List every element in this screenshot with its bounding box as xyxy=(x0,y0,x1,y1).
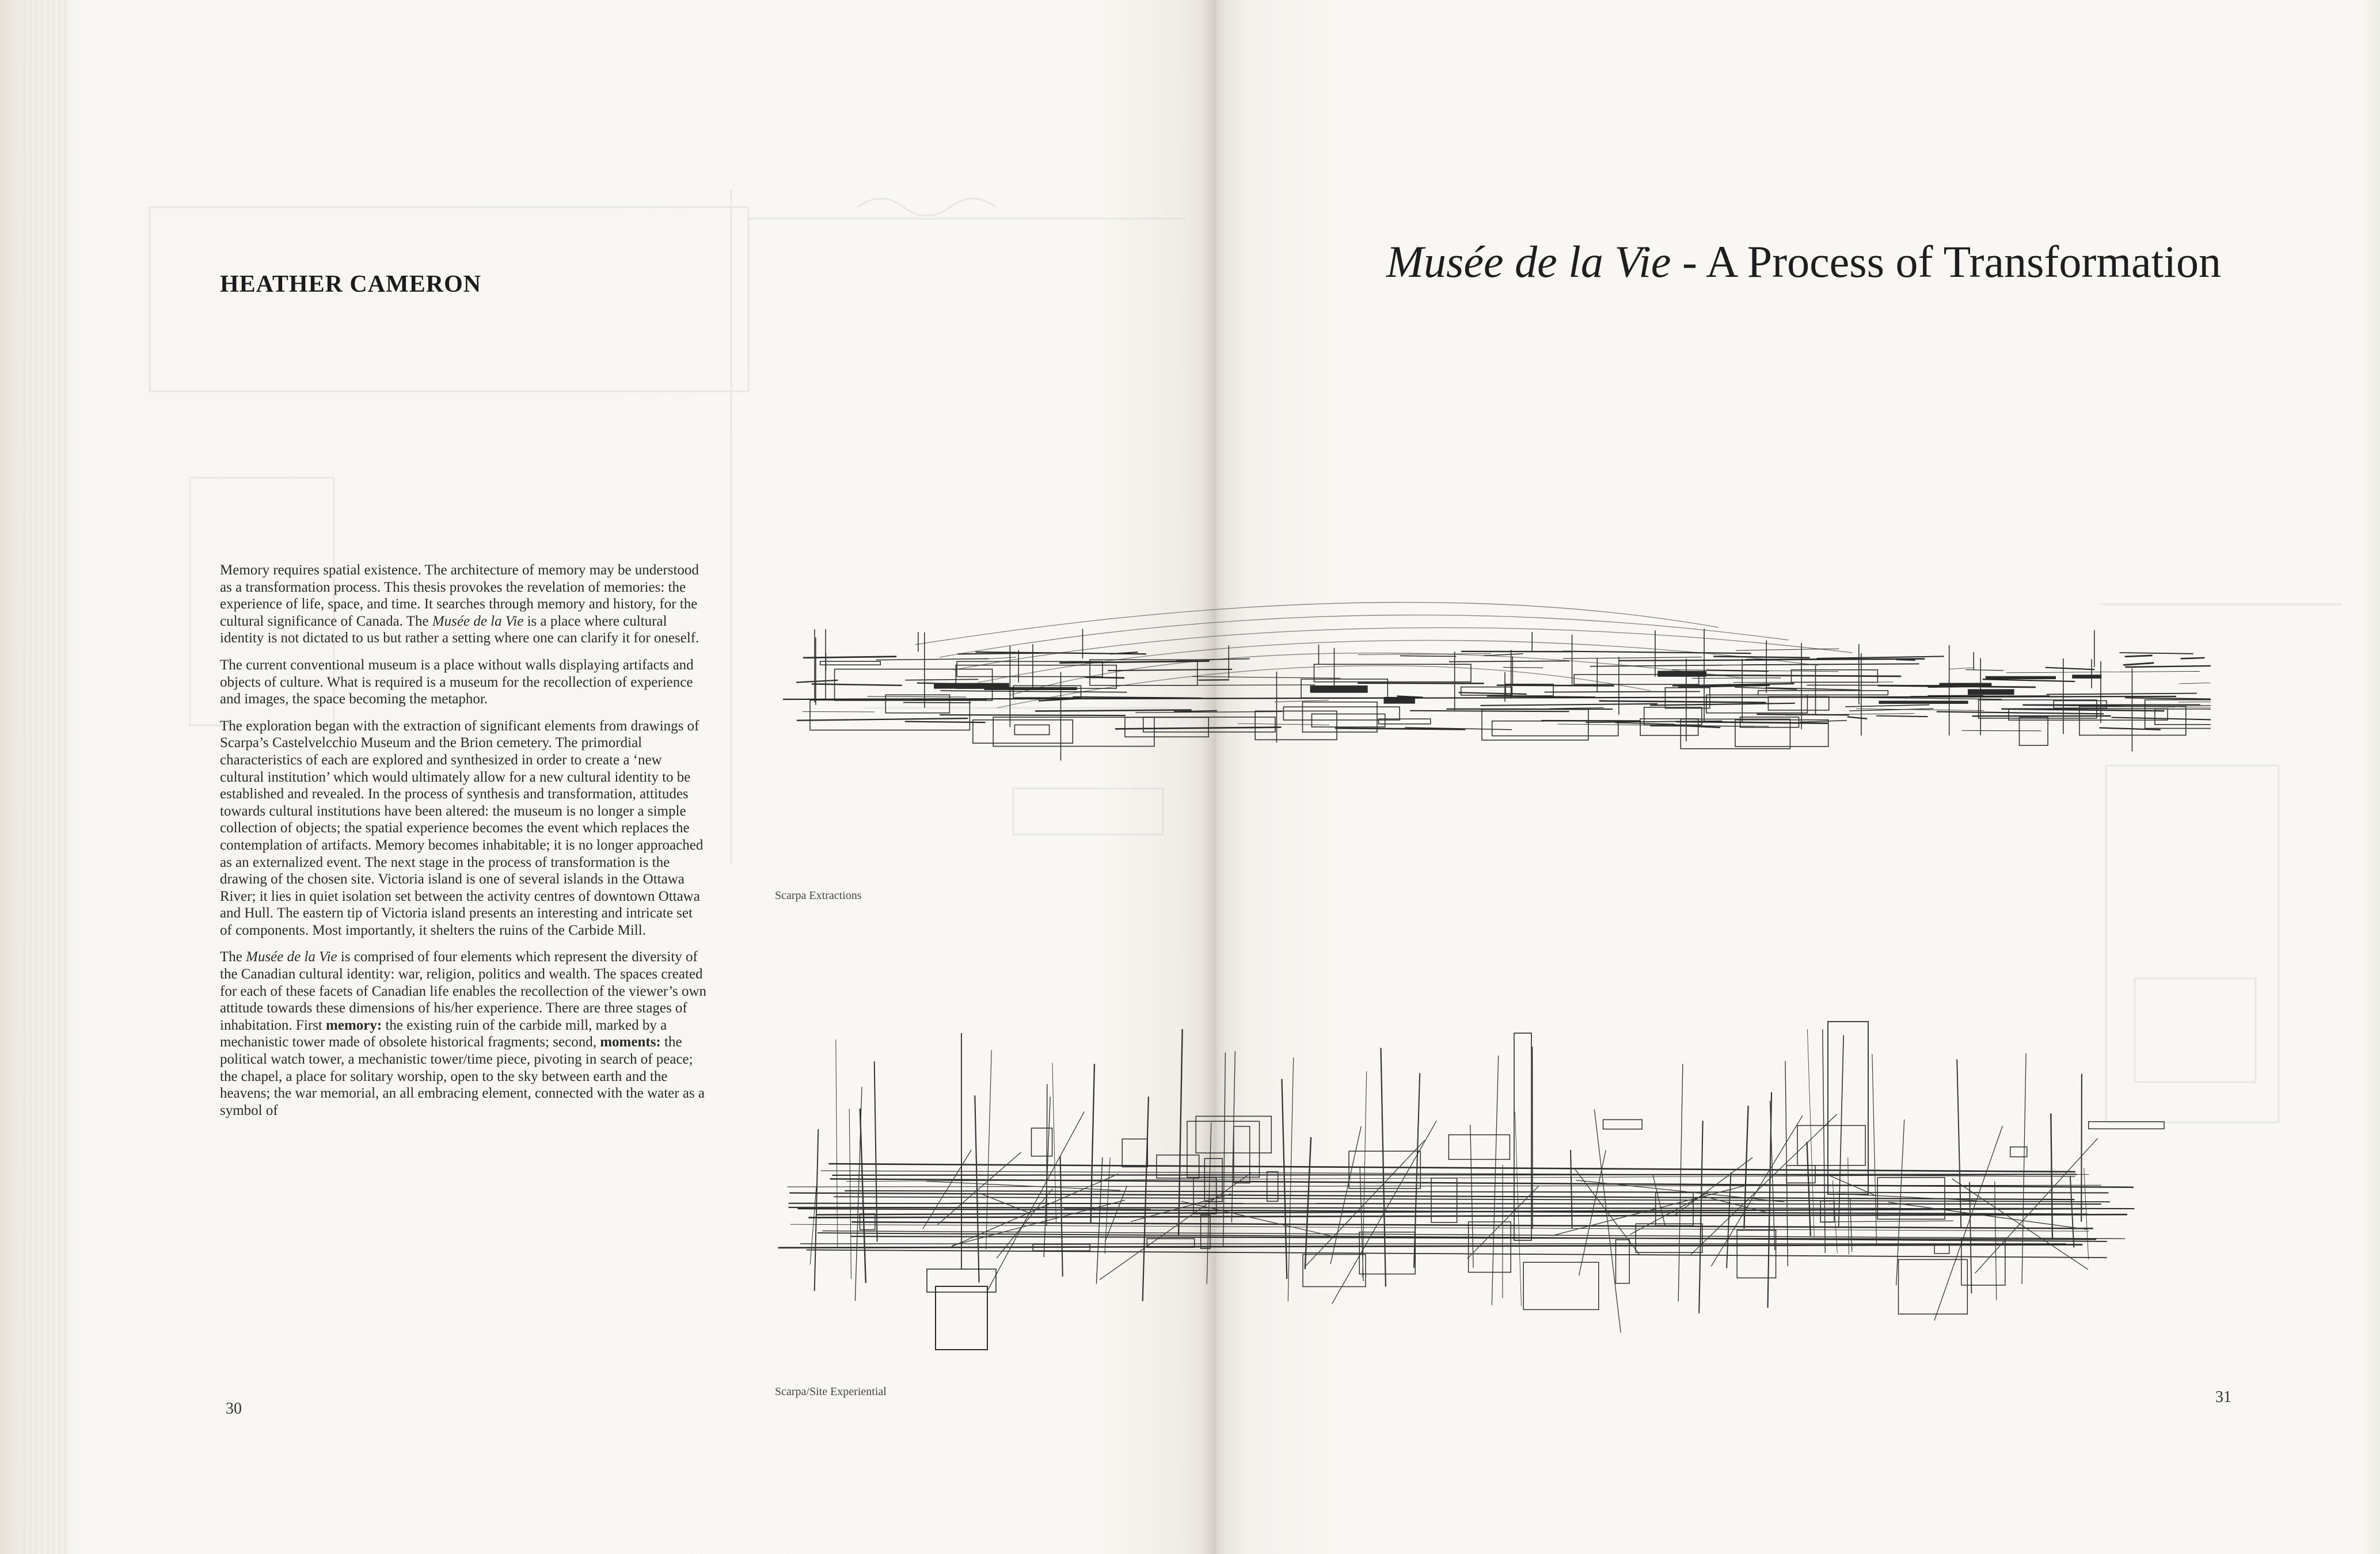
drawing-line xyxy=(2179,683,2210,684)
drawing-line xyxy=(2001,709,2164,711)
drawing-line xyxy=(2112,718,2211,720)
page-number-left: 30 xyxy=(226,1400,242,1418)
drawing-vertical xyxy=(2051,1114,2052,1239)
drawing-curve xyxy=(940,615,1788,657)
text-segment: Musée de la Vie xyxy=(432,613,524,629)
drawing-block xyxy=(1934,1245,1949,1254)
drawing-line xyxy=(940,691,1127,692)
drawing-band xyxy=(789,1203,2101,1204)
drawing-fill xyxy=(984,687,1077,690)
drawing-vertical xyxy=(1096,1157,1102,1284)
drawing-line xyxy=(1704,675,1902,676)
drawing-block xyxy=(1283,707,1400,720)
drawing-vertical xyxy=(1832,1180,1837,1253)
drawing-line xyxy=(797,718,968,721)
drawing-line xyxy=(1481,704,1657,706)
drawing-block xyxy=(1523,1262,1599,1309)
text-segment: the political watch tower, a mechanistic tower/time piece, pivoting in search of peace; the chapel, a place for solitary worship, open to the sky between earth and the heavens; the war memorial, an all embracing element, connected with the water as a symbol of xyxy=(220,1034,705,1118)
drawing-line xyxy=(2125,698,2211,699)
drawing-line xyxy=(803,657,896,658)
drawing-line xyxy=(1949,668,1975,669)
drawing-fill xyxy=(1940,683,1992,687)
text-segment: moments: xyxy=(600,1034,661,1050)
drawing-block xyxy=(1090,660,1197,685)
title-italic: Musée de la Vie xyxy=(1386,237,1671,287)
drawing-line xyxy=(1035,710,1192,711)
drawing-line xyxy=(2006,671,2200,672)
caption-scarpa-site-experiential: Scarpa/Site Experiential xyxy=(775,1385,887,1398)
text-segment: Musée de la Vie xyxy=(246,949,337,965)
drawing-vertical xyxy=(1052,1063,1056,1223)
article-body xyxy=(220,562,708,1129)
drawing-block xyxy=(1899,1259,1968,1314)
drawing-block xyxy=(1125,717,1208,737)
drawing-line xyxy=(1503,667,1543,668)
drawing-band xyxy=(808,1214,2127,1217)
drawing-line xyxy=(1238,723,1329,725)
drawing-vertical xyxy=(1957,1060,1961,1228)
body-paragraph xyxy=(220,562,708,647)
drawing-band xyxy=(806,1250,2107,1258)
drawing-vertical xyxy=(1091,1064,1095,1224)
scarpa-extractions-drawing xyxy=(771,570,2211,794)
drawing-line xyxy=(1619,660,1774,661)
drawing-fill xyxy=(1986,676,2056,679)
drawing-line xyxy=(803,711,875,712)
drawing-diagonal xyxy=(1888,1202,2087,1229)
drawing-line xyxy=(984,657,1016,659)
drawing-line xyxy=(2046,668,2094,670)
drawing-fill xyxy=(1879,701,1968,704)
drawing-line xyxy=(905,722,986,723)
drawing-block xyxy=(2089,1122,2164,1129)
drawing-line xyxy=(2125,656,2153,657)
drawing-block xyxy=(1469,1222,1511,1273)
drawing-block xyxy=(885,695,949,713)
drawing-vertical xyxy=(1727,1172,1731,1268)
drawing-vertical xyxy=(860,1109,866,1283)
book-gutter xyxy=(1202,0,1227,1554)
drawing-fill xyxy=(1310,685,1368,693)
drawing-line xyxy=(2120,653,2193,654)
drawing-band xyxy=(778,1245,2083,1248)
drawing-vertical xyxy=(1571,1150,1572,1228)
drawing-line xyxy=(1484,654,1523,656)
drawing-block xyxy=(2020,717,2048,745)
text-segment: The xyxy=(220,949,246,965)
drawing-block xyxy=(1603,1119,1643,1129)
drawing-vertical xyxy=(1492,1056,1498,1305)
drawing-line xyxy=(1937,712,2104,714)
drawing-diagonal xyxy=(1630,1193,1708,1235)
drawing-line xyxy=(2123,663,2154,665)
drawing-line xyxy=(2126,666,2211,667)
drawing-line xyxy=(1563,652,1751,654)
drawing-line xyxy=(905,679,978,680)
drawing-diagonal xyxy=(1841,1194,1976,1201)
drawing-vertical xyxy=(815,1129,819,1291)
drawing-block xyxy=(1122,1139,1147,1167)
drawing-line xyxy=(1487,696,1595,697)
body-paragraph xyxy=(220,949,708,1119)
drawing-line xyxy=(1590,665,1722,666)
drawing-line xyxy=(1085,677,1124,678)
drawing-line xyxy=(1497,685,1614,686)
page-edges xyxy=(23,0,69,1554)
caption-scarpa-extractions: Scarpa Extractions xyxy=(775,889,862,902)
drawing-line xyxy=(1650,703,1795,706)
drawing-diagonal xyxy=(1975,1138,2098,1274)
drawing-block xyxy=(820,661,881,665)
drawing-line xyxy=(1876,716,1927,717)
drawing-tower xyxy=(1514,1033,1531,1240)
drawing-line xyxy=(1743,664,1919,665)
drawing-vertical xyxy=(836,1039,838,1247)
title-rest: - A Process of Transformation xyxy=(1671,237,2222,287)
text-segment: The exploration began with the extraction of significant elements from drawings of Scarpa’s Castelvelcchio Museum and the Brion cemetery. The primordial characteristics of each are explored and synthesized in order to create a ‘new cultural institution’ which would ultimately allow for a new cultural identity to be established and revealed. In the process of synthesis and transformation, attitudes towards cultural institutions have been altered: the museum is no longer a simple collection of objects; the spatial experience becomes the event which replaces the contemplation of artifacts. Memory becomes inhabitable; it is no longer approached as an externalized event. The next stage in the process of transformation is the drawing of the chosen site. Victoria island is one of several islands in the Ottawa River; it lies in quiet isolation set between the activity centres of downtown Ottawa and Hull. The eastern tip of Victoria island presents an interesting and intricate set of components. Most importantly, it shelters the ruins of the Carbide Mill. xyxy=(220,718,704,938)
drawing-line xyxy=(1410,711,1569,712)
page-number-right: 31 xyxy=(2215,1388,2231,1406)
drawing-vertical xyxy=(1178,1029,1183,1236)
drawing-line xyxy=(868,696,967,697)
drawing-line xyxy=(1847,717,1868,719)
drawing-line xyxy=(1983,679,2075,681)
drawing-base xyxy=(927,1269,996,1292)
drawing-vertical xyxy=(1678,1064,1683,1301)
drawing-line xyxy=(1800,721,1846,722)
drawing-line xyxy=(1845,705,1929,707)
drawing-line xyxy=(796,680,838,683)
drawing-block xyxy=(1255,711,1337,740)
drawing-vertical xyxy=(1288,1057,1293,1301)
drawing-fill xyxy=(1657,671,1706,677)
drawing-line xyxy=(1459,692,1527,694)
drawing-vertical xyxy=(849,1109,851,1279)
drawing-line xyxy=(957,653,1049,654)
drawing-line xyxy=(2161,705,2211,706)
drawing-line xyxy=(1358,683,1484,684)
drawing-line xyxy=(876,659,989,660)
drawing-diagonal xyxy=(1896,1119,1904,1285)
drawing-diagonal xyxy=(1934,1126,2003,1320)
drawing-line xyxy=(1817,656,1944,658)
drawing-line xyxy=(1965,670,2003,671)
text-segment: the existing ruin of the carbide mill, marked by a mechanistic tower made of obsolete historical fragments; second, xyxy=(220,1017,667,1050)
drawing-block xyxy=(1448,1135,1510,1160)
drawing-block xyxy=(993,717,1154,746)
drawing-block xyxy=(973,720,1073,743)
drawing-line xyxy=(1615,723,1675,725)
drawing-curve xyxy=(915,603,1719,645)
text-segment: is a place where cultural identity is not dictated to us but rather a setting where one can clarify it for oneself. xyxy=(220,613,699,646)
drawing-block xyxy=(1758,691,1888,695)
drawing-vertical xyxy=(1143,1096,1149,1301)
drawing-line xyxy=(1713,657,1809,658)
drawing-block xyxy=(1014,725,1049,735)
drawing-block xyxy=(1737,1231,1776,1278)
drawing-line xyxy=(1115,728,1281,729)
article-title xyxy=(1386,236,2221,288)
drawing-vertical xyxy=(986,1050,992,1249)
text-segment: memory: xyxy=(326,1017,382,1033)
drawing-line xyxy=(1706,670,1769,671)
author-name: HEATHER CAMERON xyxy=(220,271,482,298)
drawing-vertical xyxy=(2022,1053,2026,1284)
drawing-vertical xyxy=(1807,1142,1811,1236)
drawing-vertical xyxy=(1823,1030,1826,1253)
drawing-line xyxy=(2181,658,2205,659)
text-segment: The current conventional museum is a place without walls displaying artifacts and objects of culture. What is required is a museum for the recollection of experience and images, the space becoming the metaphor. xyxy=(220,657,694,707)
drawing-diagonal xyxy=(1820,1221,1953,1222)
scarpa-site-experiential-drawing xyxy=(771,999,2211,1367)
drawing-band xyxy=(828,1164,2075,1172)
drawing-band xyxy=(845,1191,2108,1193)
drawing-base xyxy=(936,1286,987,1350)
drawing-fill xyxy=(1968,689,2014,695)
body-paragraph xyxy=(220,657,708,708)
text-segment: is comprised of four elements which represent the diversity of the Canadian cultural identity: war, religion, politics and wealth. The spaces created for each of these facets of Canadian life enables the recollection of the viewer’s own attitude towards these dimensions of his/her experience. There are three stages of inhabitation. First xyxy=(220,949,707,1033)
drawing-line xyxy=(1692,678,1781,679)
drawing-block xyxy=(1492,721,1618,736)
drawing-vertical xyxy=(2081,1074,2082,1222)
drawing-vertical xyxy=(1807,1029,1814,1237)
drawing-fill xyxy=(2072,675,2101,679)
text-segment: Memory requires spatial existence. The architecture of memory may be understood as a transformation process. This thesis provokes the revelation of memories: the experience of life, space, and time. It searches through memory and history, for the cultural significance of Canada. The xyxy=(220,562,699,629)
drawing-vertical xyxy=(1699,1121,1703,1313)
drawing-line xyxy=(2047,694,2197,695)
drawing-line xyxy=(1563,657,1702,659)
body-paragraph xyxy=(220,718,708,939)
drawing-band xyxy=(832,1174,2077,1175)
